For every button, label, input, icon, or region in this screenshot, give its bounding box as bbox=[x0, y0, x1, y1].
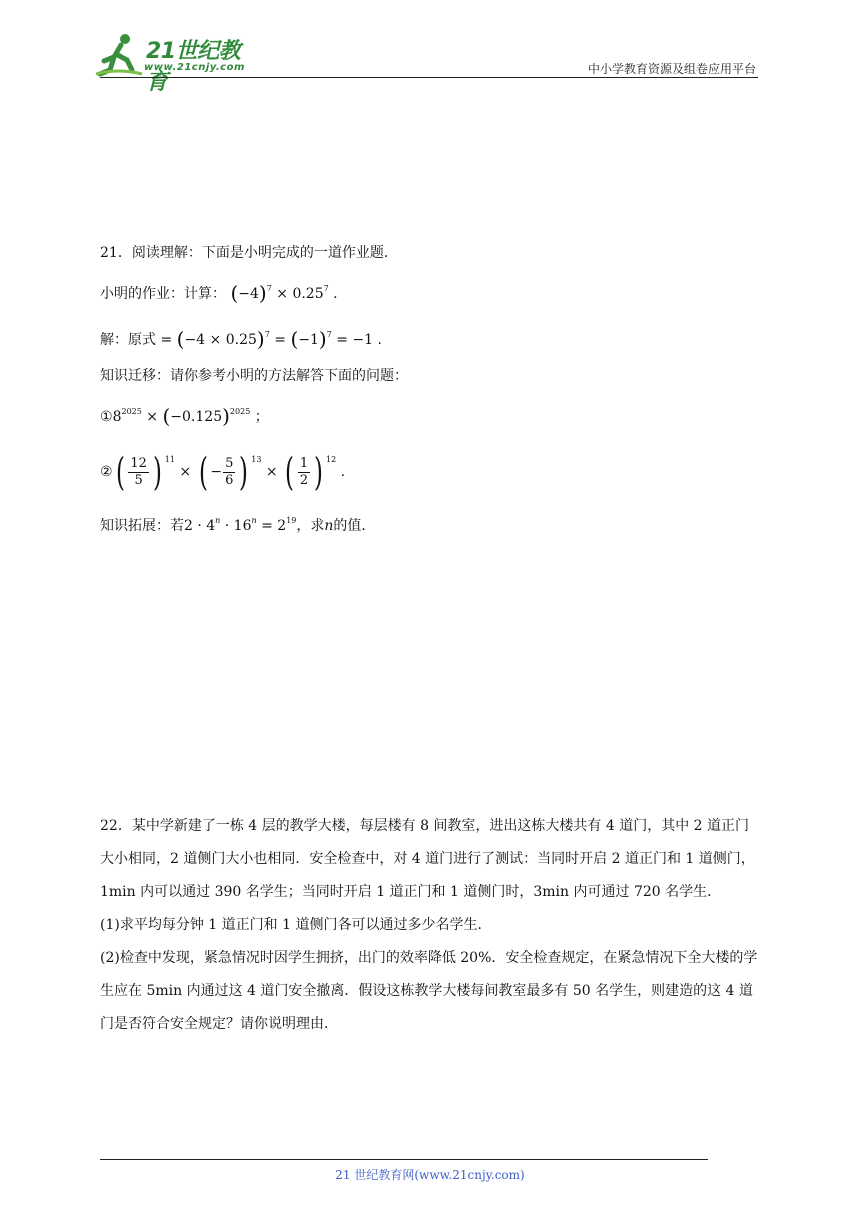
header-platform-text: 中小学教育资源及组卷应用平台 bbox=[587, 62, 756, 76]
q21-solution-label: 解：原式 bbox=[100, 332, 156, 348]
q21-intro: 21．阅读理解：下面是小明完成的一道作业题． bbox=[100, 245, 398, 261]
q21-extend-end: 的值． bbox=[333, 518, 376, 534]
q21-item2-label: ② bbox=[100, 464, 113, 480]
footer-divider bbox=[100, 1159, 708, 1160]
q21-item2-expr: ( $\frac{12}{5}$ ) $^{11}$ × ( − $\frac{5}{6}$ ) $^{13}$ × ( $\frac{1}{2}$ ) $^{12}$ . bbox=[115, 450, 346, 494]
footer-link[interactable]: 21 世纪教育网(www.21cnjy.com) bbox=[335, 1168, 525, 1182]
q21-item2 bbox=[100, 450, 346, 494]
q22-part2: (2)检查中发现，紧急情况时因学生拥挤，出门的效率降低 20%．安全检查规定，在紧急情况下全大楼的学生应在 5min 内通过这 4 道门安全撤离．假设这栋教学大楼每间教室最多有 50 名学生，则建造的这 4 道门是否符合安全规定？请你说明理由． bbox=[100, 950, 758, 1032]
q21-extend-tail: ，求 bbox=[296, 518, 325, 534]
q21-item1 bbox=[100, 402, 269, 427]
q21-solution-expr: = $(-4 \times 0.25)^7 = (-1)^7 = -1$ . bbox=[160, 327, 382, 351]
logo-text: 21世纪教育 bbox=[146, 39, 241, 95]
q21-var-n: n bbox=[324, 518, 334, 534]
q21-item1-expr: $8^{2025} \times (-0.125)^{2025}$ ； bbox=[112, 404, 269, 428]
q21-homework-label: 小明的作业：计算： bbox=[100, 286, 226, 302]
q21-homework-expr: $(-4)^7 \times 0.25^7$ . bbox=[230, 281, 338, 305]
logo-url: www.21cnjy.com bbox=[144, 62, 245, 73]
q21-homework bbox=[100, 279, 338, 304]
q21-extend-expr: $2 \cdot 4^n \cdot 16^n = 2^{19}$ bbox=[184, 516, 297, 534]
site-logo bbox=[94, 30, 259, 95]
q21-extend-label: 知识拓展：若 bbox=[100, 518, 184, 534]
q21-transfer: 知识迁移：请你参考小明的方法解答下面的问题： bbox=[100, 368, 408, 384]
q22-stem: 22．某中学新建了一栋 4 层的教学大楼，每层楼有 8 间教室，进出这栋大楼共有 4 道门，其中 2 道正门大小相同，2 道侧门大小也相同．安全检查中，对 4 道门进行了测试：当同时开启 2 道正门和 1 道侧门，1min 内可以通过 390 名学生；当同时开启 1 道正门和 1 道侧门时，3min 内可通过 720 名学生． bbox=[100, 818, 755, 900]
q21-extend bbox=[100, 511, 375, 536]
running-figure-icon bbox=[94, 30, 144, 78]
header-divider bbox=[100, 77, 758, 78]
q21-solution bbox=[100, 325, 382, 350]
q22-part1: (1)求平均每分钟 1 道正门和 1 道侧门各可以通过多少名学生． bbox=[100, 917, 492, 933]
q21-item1-label: ① bbox=[100, 409, 113, 425]
